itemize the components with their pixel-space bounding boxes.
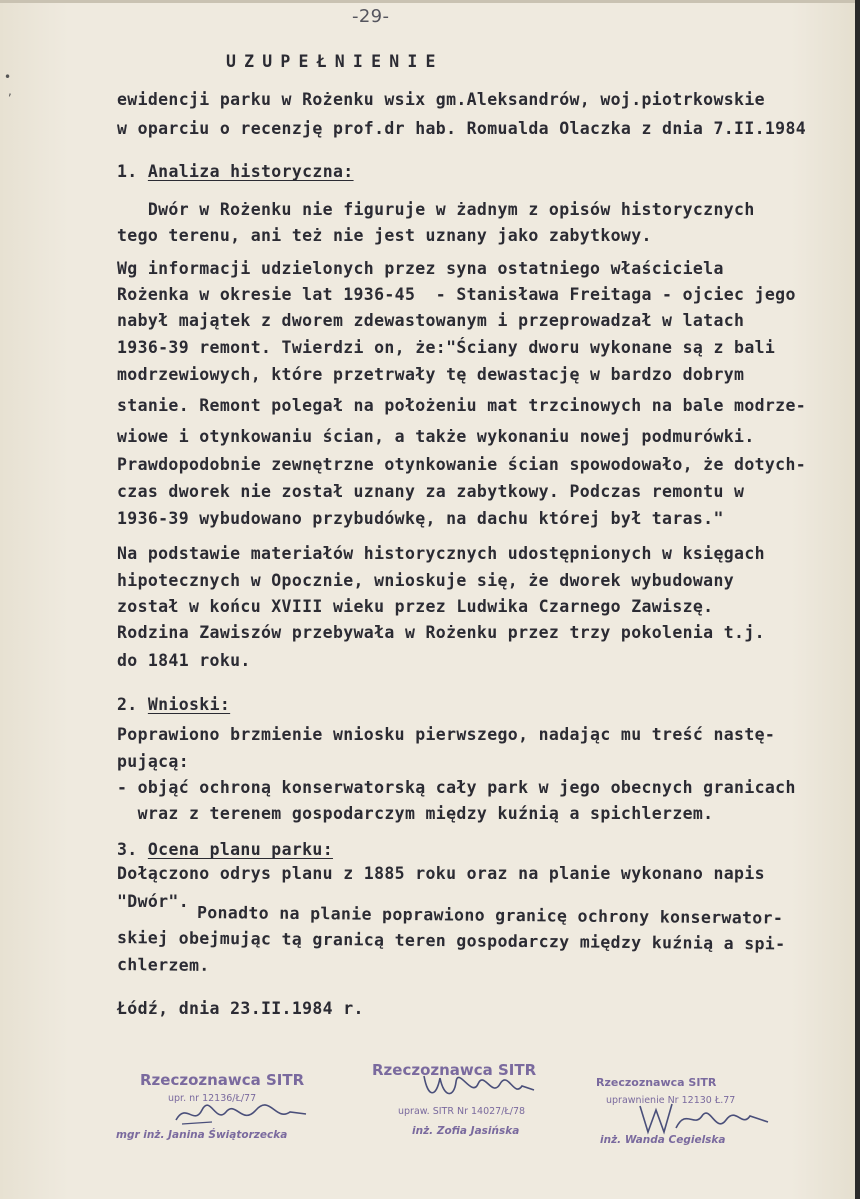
- body-line: 1936-39 wybudowano przybudówkę, na dachu której był taras.": [117, 509, 724, 528]
- body-line: Poprawiono brzmienie wniosku pierwszego, nadając mu treść nastę-: [117, 725, 776, 744]
- body-line: stanie. Remont polegał na położeniu mat trzcinowych na bale modrze-: [117, 396, 807, 415]
- body-line: tego terenu, ani też nie jest uznany jako zabytkowy.: [117, 226, 652, 245]
- page-edge-shadow: [855, 0, 860, 1199]
- body-line: wiowe i otynkowaniu ścian, a także wykonaniu nowej podmurówki.: [117, 427, 755, 446]
- section-3-heading: [117, 842, 333, 859]
- stamp-permit: upr. nr 12136/Ł/77: [168, 1093, 257, 1104]
- section-title: Analiza historyczna:: [147, 162, 354, 181]
- body-line: został w końcu XVIII wieku przez Ludwika Czarnego Zawiszę.: [117, 597, 714, 616]
- signature-3: [636, 1098, 776, 1144]
- section-number: 1.: [117, 162, 138, 181]
- section-number: 2.: [117, 695, 138, 714]
- stamp-title: Rzeczoznawca SITR: [372, 1061, 537, 1079]
- body-line: do 1841 roku.: [117, 651, 251, 670]
- body-line: Rożenka w okresie lat 1936-45 - Stanisława Freitaga - ojciec jego: [117, 285, 796, 304]
- body-line: Rodzina Zawiszów przebywała w Rożenku przez trzy pokolenia t.j.: [117, 623, 765, 642]
- body-line: modrzewiowych, które przetrwały tę dewastację w bardzo dobrym: [117, 365, 745, 384]
- section-1-heading: [117, 164, 354, 181]
- body-line: czas dworek nie został uznany za zabytkowy. Podczas remontu w: [117, 482, 745, 501]
- body-line: "Dwór".: [117, 892, 189, 911]
- margin-mark: •: [4, 70, 12, 84]
- stamp-name: inż. Wanda Cegielska: [600, 1134, 726, 1146]
- page-number: -29-: [352, 6, 390, 27]
- stamp-permit: upraw. SITR Nr 14027/Ł/78: [398, 1106, 526, 1117]
- body-line: Dołączono odrys planu z 1885 roku oraz na planie wykonano napis: [117, 864, 765, 883]
- section-2-heading: [117, 697, 230, 714]
- signature-2: [418, 1068, 538, 1108]
- body-line-tilted: Ponadto na planie poprawiono granicę ochrony konserwator-: [196, 903, 784, 928]
- stamp-title: Rzeczoznawca SITR: [140, 1071, 305, 1089]
- body-line: Na podstawie materiałów historycznych udostępnionych w księgach: [117, 544, 765, 563]
- stamp-permit: uprawnienie Nr 12130 Ł.77: [606, 1095, 736, 1106]
- intro-line: w oparciu o recenzję prof.dr hab. Romualda Olaczka z dnia 7.II.1984: [117, 119, 807, 138]
- margin-mark: ,: [8, 84, 12, 98]
- top-edge: [0, 0, 860, 3]
- body-line: Dwór w Rożenku nie figuruje w żadnym z opisów historycznych: [117, 200, 755, 219]
- stamp-name: inż. Zofia Jasińska: [412, 1125, 520, 1137]
- body-line: wraz z terenem gospodarczym między kuźnią a spichlerzem.: [117, 804, 714, 823]
- stamp-name: mgr inż. Janina Świątorzecka: [116, 1129, 288, 1141]
- place-date: Łódź, dnia 23.II.1984 r.: [117, 999, 364, 1018]
- intro-line: ewidencji parku w Rożenku wsix gm.Aleksandrów, woj.piotrkowskie: [117, 90, 765, 109]
- body-line-tilted: skiej obejmując tą granicą teren gospodarczy między kuźnią a spi-: [116, 928, 786, 954]
- body-line: pującą:: [117, 752, 189, 771]
- document-title: UZUPEŁNIENIE: [226, 52, 444, 71]
- section-title: Wnioski:: [147, 695, 231, 714]
- body-line-tilted: chlerzem.: [116, 955, 210, 975]
- body-line: hipotecznych w Opocznie, wnioskuje się, że dworek wybudowany: [117, 571, 735, 590]
- body-line: - objąć ochroną konserwatorską cały park w jego obecnych granicach: [117, 778, 796, 797]
- stamp-title: Rzeczoznawca SITR: [596, 1076, 717, 1089]
- body-line: Wg informacji udzielonych przez syna ostatniego właściciela: [117, 259, 724, 278]
- section-number: 3.: [117, 840, 138, 859]
- body-line: Prawdopodobnie zewnętrzne otynkowanie ścian spowodowało, że dotych-: [117, 455, 807, 474]
- body-line: 1936-39 remont. Twierdzi on, że:"Ściany dworu wykonane są z bali: [117, 338, 776, 357]
- signature-1: [172, 1096, 312, 1132]
- body-line: nabył majątek z dworem zdewastowanym i przeprowadzał w latach: [117, 311, 745, 330]
- section-title: Ocena planu parku:: [147, 840, 333, 859]
